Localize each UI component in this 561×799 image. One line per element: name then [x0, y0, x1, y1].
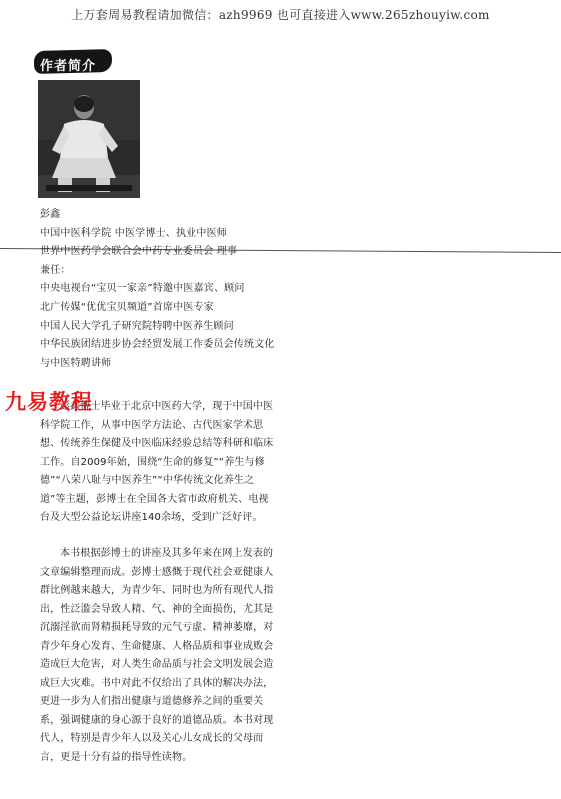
paragraph-book-intro	[40, 545, 468, 767]
paragraph-line: 系，强调健康的身心源于良好的道德品质。本书对现	[40, 714, 274, 726]
section-title-text: 作者简介	[40, 59, 97, 74]
paragraph-line: 更进一步为人们指出健康与道德修养之间的重要关	[40, 696, 264, 707]
paragraph-line: 沉溺淫欲而肾精损耗导致的元气亏虚、精神萎靡，对	[40, 622, 274, 633]
bio-line: 兼任：	[40, 264, 71, 276]
paragraph-line: 出，性泛滥会导致人精、气、神的全面损伤，尤其是	[40, 603, 274, 615]
paragraph-line: 本书根据彭博士的讲座及其多年来在网上发表的	[60, 548, 274, 559]
bio-line: 中央电视台“宝贝一家亲”特邀中医嘉宾、顾问	[40, 283, 245, 295]
paragraph-line: 青少年身心发育、生命健康、人格品质和事业成败会	[40, 640, 274, 652]
author-name: 彭鑫	[40, 209, 61, 220]
paragraph-line: 德”“八荣八耻与中医养生”“中华传统文化养生之	[40, 475, 255, 486]
paragraph-line: 工作。自2009年始，围绕“生命的修复”“养生与修	[40, 456, 265, 468]
header-banner: 上万套周易教程请加微信：azh9969 也可直接进入www.265zhouyiw.com	[71, 8, 490, 22]
author-bio	[40, 206, 470, 373]
paragraph-line: 造成巨大危害，对人类生命品质与社会文明发展会造	[40, 659, 274, 670]
bio-line: 中华民族团结进步协会经贸发展工作委员会传统文化	[40, 339, 275, 351]
bio-line: 中国人民大学孔子研究院特聘中医养生顾问	[40, 320, 234, 332]
bio-line: 中国中医科学院 中医学博士、执业中医师	[40, 227, 227, 239]
bio-line: 与中医特聘讲师	[40, 357, 112, 369]
paragraph-line: 想、传统养生保健及中医临床经验总结等科研和临床	[40, 438, 274, 449]
paragraph-line: 彭鑫博士毕业于北京中医药大学，现于中国中医	[60, 401, 274, 412]
watermark-logo: 九易教程	[5, 390, 93, 414]
bio-line: 世界中医药学会联合会中药专业委员会 理事	[40, 246, 238, 258]
paragraph-line: 言，更是十分有益的指导性读物。	[40, 751, 193, 763]
author-photo	[38, 80, 140, 198]
paragraph-line: 台及大型公益论坛讲座140余场，受到广泛好评。	[40, 512, 263, 523]
paragraph-line: 群比例越来越大，为青少年、同时也为所有现代人指	[40, 585, 274, 596]
paragraph-author-intro	[40, 398, 468, 528]
bio-line: 北广传媒“优优宝贝频道”首席中医专家	[40, 301, 214, 313]
paragraph-line: 道”等主题，彭博士在全国各大省市政府机关、电视	[40, 493, 269, 505]
paragraph-line: 科学院工作，从事中医学方法论、古代医家学术思	[40, 419, 264, 431]
paragraph-line: 文章编辑整理而成。彭博士感慨于现代社会亚健康人	[40, 566, 274, 578]
paragraph-line: 代人，特别是青少年人以及关心儿女成长的父母而	[40, 733, 264, 744]
section-title	[40, 55, 96, 74]
author-photo-image	[38, 80, 140, 198]
paragraph-line: 成巨大灾难。书中对此不仅给出了具体的解决办法，	[40, 677, 274, 689]
